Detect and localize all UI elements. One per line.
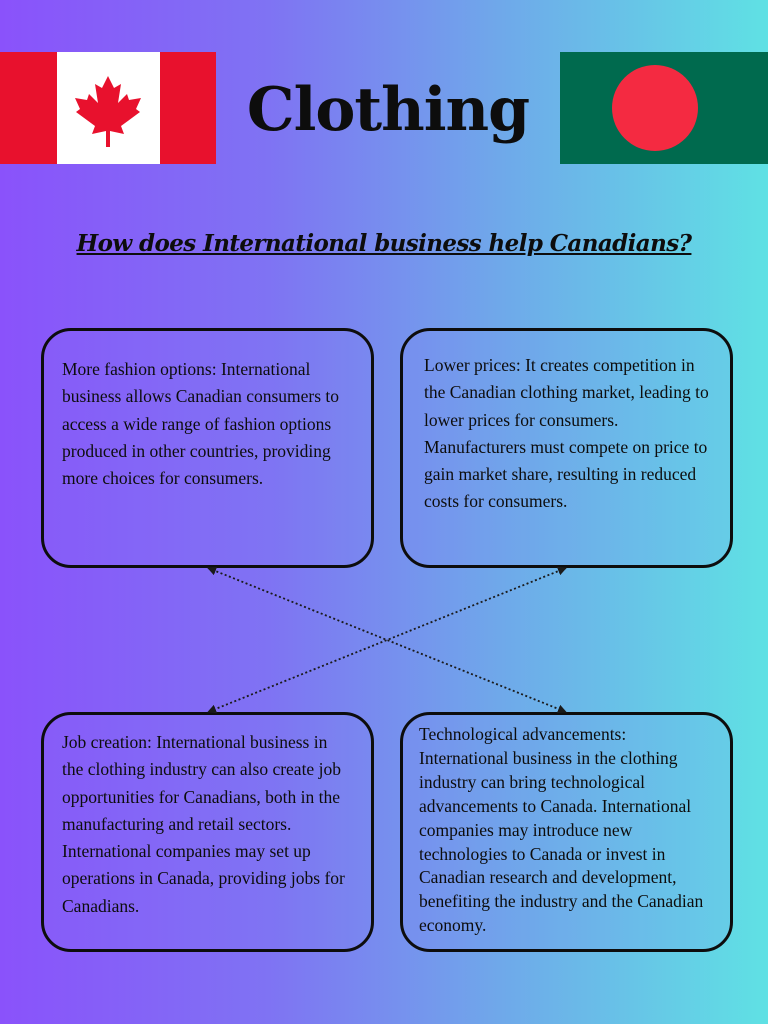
benefit-box-job-creation: Job creation: International business in the clothing industry can also create job opportunities for Canadians, both in the manufacturing and retail sectors. International companies may set up operations in Canada, providing jobs for Canadians. [41, 712, 374, 952]
question-heading: How does International business help Canadians? [76, 230, 692, 257]
page-title: Clothing [246, 75, 530, 145]
canada-flag-icon [0, 52, 216, 164]
benefit-box-fashion-options: More fashion options: International business allows Canadian consumers to access a wide range of fashion options produced in other countries, providing more choices for consumers. [41, 328, 374, 568]
benefit-box-lower-prices: Lower prices: It creates competition in the Canadian clothing market, leading to lower prices for consumers. Manufacturers must compete on price to gain market share, resulting in reduced costs for consumers. [400, 328, 733, 568]
connector-fashion-to-technology [208, 568, 566, 712]
benefit-box-technological-advancements: Technological advancements: International business in the clothing industry can bring technological advancements to Canada. International companies may introduce new technologies to Canada or invest in Canadian research and development, benefiting the industry and the Canadian economy. [400, 712, 733, 952]
connector-prices-to-jobs [208, 568, 566, 712]
bangladesh-flag-icon [560, 52, 768, 164]
